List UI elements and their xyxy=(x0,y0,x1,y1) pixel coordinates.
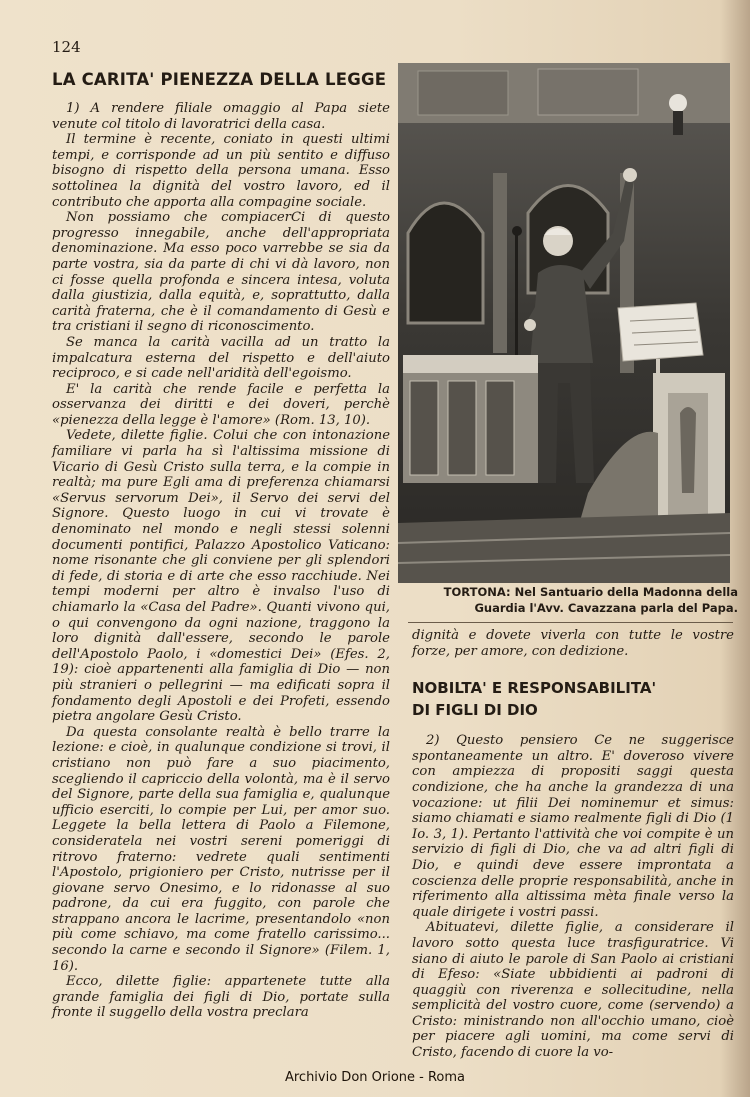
page-number: 124 xyxy=(52,38,81,56)
photo-caption xyxy=(408,584,738,616)
paragraph: 2) Questo pensiero Ce ne suggerisce spontaneamente un altro. E' doveroso vivere con ampiezza di propositi saggi questa condizione, che ha anche la grandezza di una vocazione: ut filii Dei nominemur et simus: siamo chiamati e siamo realmente figli di Dio (1 Io. 3, 1). Pertanto l'attività che voi compite è un servizio di figli di Dio, che va ad altri figli di Dio, e quindi deve essere improntata a coscienza delle proprie responsabilità, anche in riferimento alla altissima mèta finale verso la quale dirigete i vostri passi. xyxy=(412,733,734,920)
subtitle-line: NOBILTA' E RESPONSABILITA' xyxy=(412,679,657,698)
section-title: LA CARITA' PIENEZZA DELLA LEGGE xyxy=(52,70,387,89)
caption-text: Nel Santuario della Madonna della Guardia l'Avv. Cavazzana parla del Papa. xyxy=(474,585,738,615)
left-column xyxy=(52,70,390,1021)
archive-footer: Archivio Don Orione - Roma xyxy=(284,1070,466,1085)
subtitle-line: DI FIGLI DI DIO xyxy=(412,701,538,720)
paragraph: Non possiamo che compiacerCi di questo progresso innegabile, anche dell'appropriata denominazione. Ma esso poco varrebbe se sia da parte vostra, sia da parte di chi vi dà lavoro, non ci fosse quella profonda e sincera intesa, voluta dalla giustizia, dalla equità, e, soprattutto, dalla carità fraterna, che è il comandamento di Gesù e tra cristiani il segno di riconoscimento. xyxy=(52,210,390,335)
paragraph: Da questa consolante realtà è bello trarre la lezione: e cioè, in qualunque condizione si trovi, il cristiano non può fare a suo piacimento, scegliendo il capriccio della volontà, ma è il servo del Signore, parte della sua famiglia e, qualunque ufficio eserciti, lo compie per Lui, per amor suo. Leggete la bella lettera di Paolo a Filemone, consideratela nei vostri sereni pomeriggi di ritrovo fraterno: vedrete quali sentimenti l'Apostolo, prigioniero per Cristo, nutrisse per il giovane servo Onesimo, e lo ridonasse al suo padrone, da cui era fuggito, con parole che strappano ancora le lacrime, presentandolo «non più come schiavo, ma come fratello carissimo... secondo la carne e secondo il Signore» (Filem. 1, 16). xyxy=(52,724,390,974)
photo-illustration xyxy=(398,63,730,583)
caption-place: TORTONA: xyxy=(443,585,511,599)
caption-divider xyxy=(408,622,733,623)
left-column-text xyxy=(52,101,390,1021)
right-column xyxy=(412,628,734,1061)
paragraph: E' la carità che rende facile e perfetta la osservanza dei diritti e dei doveri, perchè «pienezza della legge è l'amore» (Rom. 13, 10). xyxy=(52,381,390,428)
paragraph: Il termine è recente, coniato in questi ultimi tempi, e corrisponde ad un più sentito e diffuso bisogno di rispetto della persona umana. Esso sottolinea la dignità del vostro lavoro, ed il contributo che apporta alla compagine sociale. xyxy=(52,132,390,210)
paragraph: Vedete, dilette figlie. Colui che con intonazione familiare vi parla ha sì l'altissima missione di Vicario di Gesù Cristo sulla terra, e la compie in realtà; ma pure Egli ama di preferenza chiamarsi «Servus servorum Dei», il Servo dei servi del Signore. Questo luogo in cui vi trovate è denominato nel mondo e negli stessi solenni documenti pontifici, Palazzo Apostolico Vaticano: nome risonante che gli conviene per gli splendori di fede, di storia e di arte che esso racchiude. Nei tempi moderni per altro è invalso l'uso di chiamarlo la «Casa del Padre». Quanti vivono qui, o qui convengono da ogni nazione, traggono la loro dignità dall'essere, secondo le parole dell'Apostolo Paolo, i «domestici Dei» (Efes. 2, 19): cioè appartenenti alla famiglia di Dio — non più stranieri o pellegrini — ma edificati sopra il fondamento degli Apostoli e dei Profeti, essendo pietra angolare Gesù Cristo. xyxy=(52,428,390,725)
photo-speaker-at-podium xyxy=(398,63,730,583)
paragraph: Ecco, dilette figlie: appartenete tutte alla grande famiglia dei figli di Dio, portate sulla fronte il suggello della vostra preclara xyxy=(52,974,390,1021)
paragraph-continuation: dignità e dovete viverla con tutte le vostre forze, per amore, con dedizione. xyxy=(412,628,734,659)
section-subtitle xyxy=(412,677,734,721)
paragraph: 1) A rendere filiale omaggio al Papa siete venute col titolo di lavoratrici della casa. xyxy=(52,101,390,132)
paragraph: Se manca la carità vacilla ad un tratto la impalcatura esterna del rispetto e dell'aiuto reciproco, e si cade nell'aridità dell'egoismo. xyxy=(52,334,390,382)
paragraph: Abituatevi, dilette figlie, a considerare il lavoro sotto questa luce trasfiguratrice. Vi siano di aiuto le parole di San Paolo ai cristiani di Efeso: «Siate ubbidienti ai padroni di quaggiù con riverenza e sollecitudine, nella semplicità del vostro cuore, come (servendo) a Cristo: ministrando non all'occhio umano, cioè per piacere agli uomini, ma come servi di Cristo, facendo di cuore la vo- xyxy=(412,920,734,1061)
